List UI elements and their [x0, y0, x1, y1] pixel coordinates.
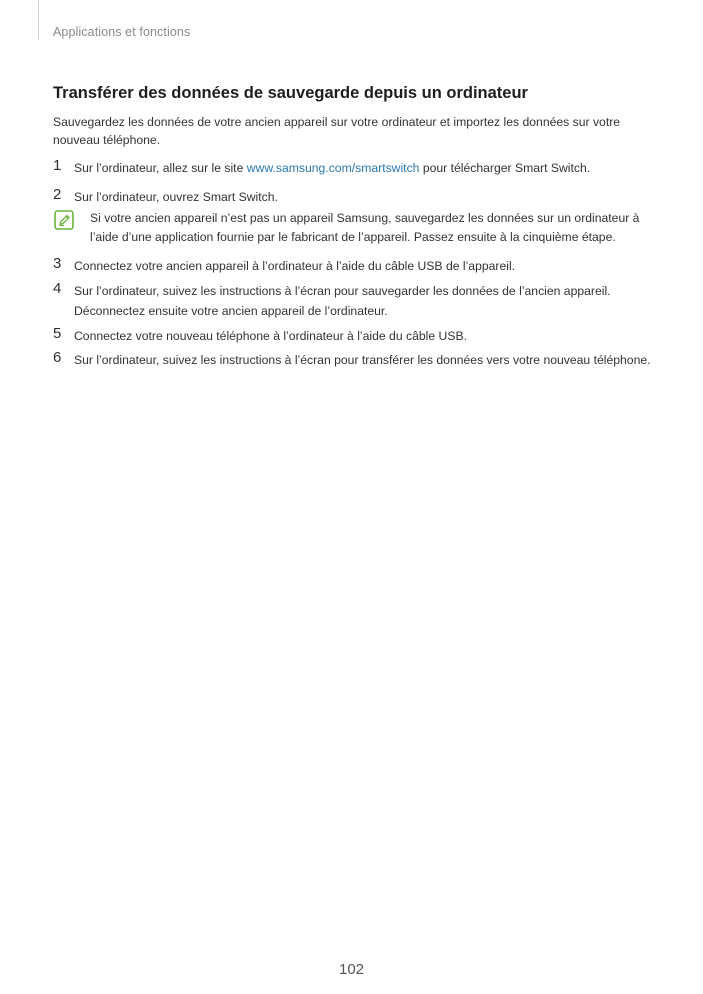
step-3 — [53, 257, 653, 275]
main-content — [53, 83, 653, 369]
step-text: Sur l’ordinateur, suivez les instructions à l’écran pour transférer les données vers votre nouveau téléphone. — [74, 353, 651, 367]
note-box — [53, 209, 653, 247]
step-text: Sur l’ordinateur, allez sur le site — [74, 161, 247, 175]
step-number: 4 — [53, 280, 62, 297]
step-5 — [53, 327, 653, 345]
step-2 — [53, 188, 653, 206]
intro-paragraph: Sauvegardez les données de votre ancien appareil sur votre ordinateur et importez les données sur votre nouveau téléphone. — [53, 115, 621, 147]
step-text: pour télécharger Smart Switch. — [419, 161, 591, 175]
step-1 — [53, 159, 653, 177]
smartswitch-link[interactable]: www.samsung.com/smartswitch — [246, 161, 420, 175]
note-pencil-icon — [54, 210, 74, 230]
step-number: 2 — [53, 186, 62, 203]
step-text: Sur l’ordinateur, ouvrez Smart Switch. — [74, 190, 278, 204]
step-6 — [53, 351, 653, 369]
step-number: 3 — [53, 255, 62, 272]
page-title: Transférer des données de sauvegarde depuis un ordinateur — [53, 84, 528, 102]
step-text: Connectez votre ancien appareil à l’ordinateur à l’aide du câble USB de l’appareil. — [74, 259, 516, 273]
header-divider — [38, 0, 39, 40]
step-text: Sur l’ordinateur, suivez les instructions à l’écran pour sauvegarder les données de l’ancien appareil. Déconnectez ensuite votre ancien appareil de l’ordinateur. — [74, 284, 611, 318]
page-number: 102 — [338, 961, 365, 978]
step-number: 5 — [53, 325, 62, 342]
step-number: 1 — [53, 157, 62, 174]
step-number: 6 — [53, 349, 62, 366]
section-label: Applications et fonctions — [53, 25, 191, 39]
step-text: Connectez votre nouveau téléphone à l’ordinateur à l’aide du câble USB. — [74, 329, 467, 343]
note-text: Si votre ancien appareil n’est pas un appareil Samsung, sauvegardez les données sur un ordinateur à l’aide d’une application fournie par le fabricant de l’appareil. Passez ensuite à la cinquième étape. — [90, 211, 640, 244]
step-4 — [53, 281, 653, 321]
